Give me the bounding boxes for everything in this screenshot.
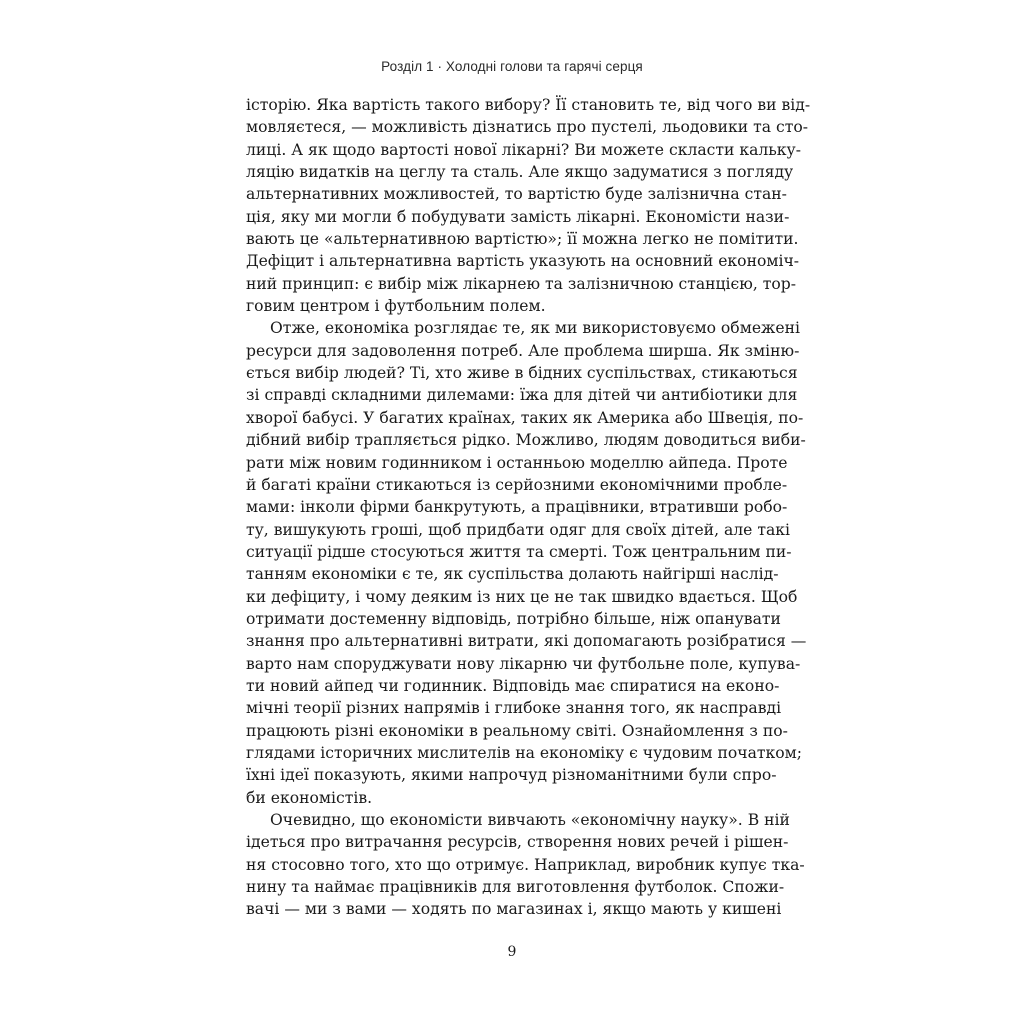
text-line: ти новий айпед чи годинник. Відповідь має спиратися на еконо- xyxy=(246,676,780,695)
text-line: нину та наймає працівників для виготовлення футболок. Спожи- xyxy=(246,878,785,897)
text-line: їхні ідеї показують, якими напрочуд різноманітними були спро- xyxy=(246,766,777,785)
paragraph xyxy=(246,317,807,809)
text-line: Дефіцит і альтернативна вартість указують на основний економіч- xyxy=(246,252,800,271)
text-line: ситуації рідше стосуються життя та смерті. Тож центральним пи- xyxy=(246,542,792,561)
text-line: знання про альтернативні витрати, які допомагають розібратися — xyxy=(246,632,807,651)
text-line: мічні теорії різних напрямів і глибоке знання того, як насправді xyxy=(246,699,782,718)
paragraph xyxy=(246,94,811,317)
text-line: ки дефіциту, і чому деяким із них це не так швидко вдається. Щоб xyxy=(246,587,798,606)
text-line: зі справді складними дилемами: їжа для дітей чи антибіотики для xyxy=(246,386,798,405)
text-line: мовляєтеся, — можливість дізнатись про пустелі, льодовики та сто- xyxy=(246,118,809,137)
text-line: вають це «альтернативною вартістю»; її можна легко не помітити. xyxy=(246,230,799,249)
text-line: ляцію видатків на цеглу та сталь. Але якщо задуматися з погляду xyxy=(246,163,794,182)
text-line: Очевидно, що економісти вивчають «економічну науку». В ній xyxy=(270,811,790,829)
running-head: Розділ 1 · Холодні голови та гарячі серця xyxy=(381,59,643,74)
text-line: Отже, економіка розглядає те, як ми використовуємо обмежені xyxy=(270,319,801,338)
text-line: ресурси для задоволення потреб. Але проблема ширша. Як зміню- xyxy=(246,341,800,360)
text-line: хворої бабусі. У багатих країнах, таких як Америка або Швеція, по- xyxy=(246,408,804,427)
page-number: 9 xyxy=(507,944,517,960)
text-line: лиці. А як щодо вартості нової лікарні? Ви можете скласти кальку- xyxy=(246,140,801,159)
body-text xyxy=(246,94,811,921)
text-line: й багаті країни стикаються із серйозними економічними пробле- xyxy=(246,475,788,494)
text-line: ція, яку ми могли б побудувати замість лікарні. Економісти нази- xyxy=(246,207,790,226)
text-line: глядами історичних мислителів на економіку є чудовим початком; xyxy=(246,743,803,762)
text-line: мами: інколи фірми банкрутують, а працівники, втративши робо- xyxy=(246,498,788,517)
text-line: говим центром і футбольним полем. xyxy=(246,297,546,316)
text-line: отримати достеменну відповідь, потрібно більше, ніж опанувати xyxy=(246,609,781,628)
text-line: ту, вишукують гроші, щоб придбати одяг для своїх дітей, але такі xyxy=(246,520,791,539)
text-line: танням економіки є те, як суспільства долають найгірші наслід- xyxy=(246,565,779,584)
text-line: рати між новим годинником і останньою моделлю айпеда. Проте xyxy=(246,453,788,472)
text-line: ня стосовно того, хто що отримує. Наприклад, виробник купує тка- xyxy=(246,855,805,874)
text-line: історію. Яка вартість такого вибору? Її становить те, від чого ви від- xyxy=(246,96,811,114)
text-line: би економістів. xyxy=(246,788,373,807)
text-line: дібний вибір трапляється рідко. Можливо, людям доводиться виби- xyxy=(246,431,806,450)
text-line: альтернативних можливостей, то вартістю буде залізнична стан- xyxy=(246,185,787,204)
text-line: варто нам споруджувати нову лікарню чи футбольне поле, купува- xyxy=(246,654,801,673)
text-line: ний принцип: є вибір між лікарнею та залізничною станцією, тор- xyxy=(246,274,797,293)
paragraph xyxy=(246,809,805,921)
text-line: вачі — ми з вами — ходять по магазинах і, якщо мають у кишені xyxy=(246,900,782,919)
text-line: ідеться про витрачання ресурсів, створення нових речей і рішен- xyxy=(246,833,789,852)
text-line: працюють різні економіки в реальному світі. Ознайомлення з по- xyxy=(246,721,788,740)
text-line: ється вибір людей? Ті, хто живе в бідних суспільствах, стикаються xyxy=(246,364,798,383)
